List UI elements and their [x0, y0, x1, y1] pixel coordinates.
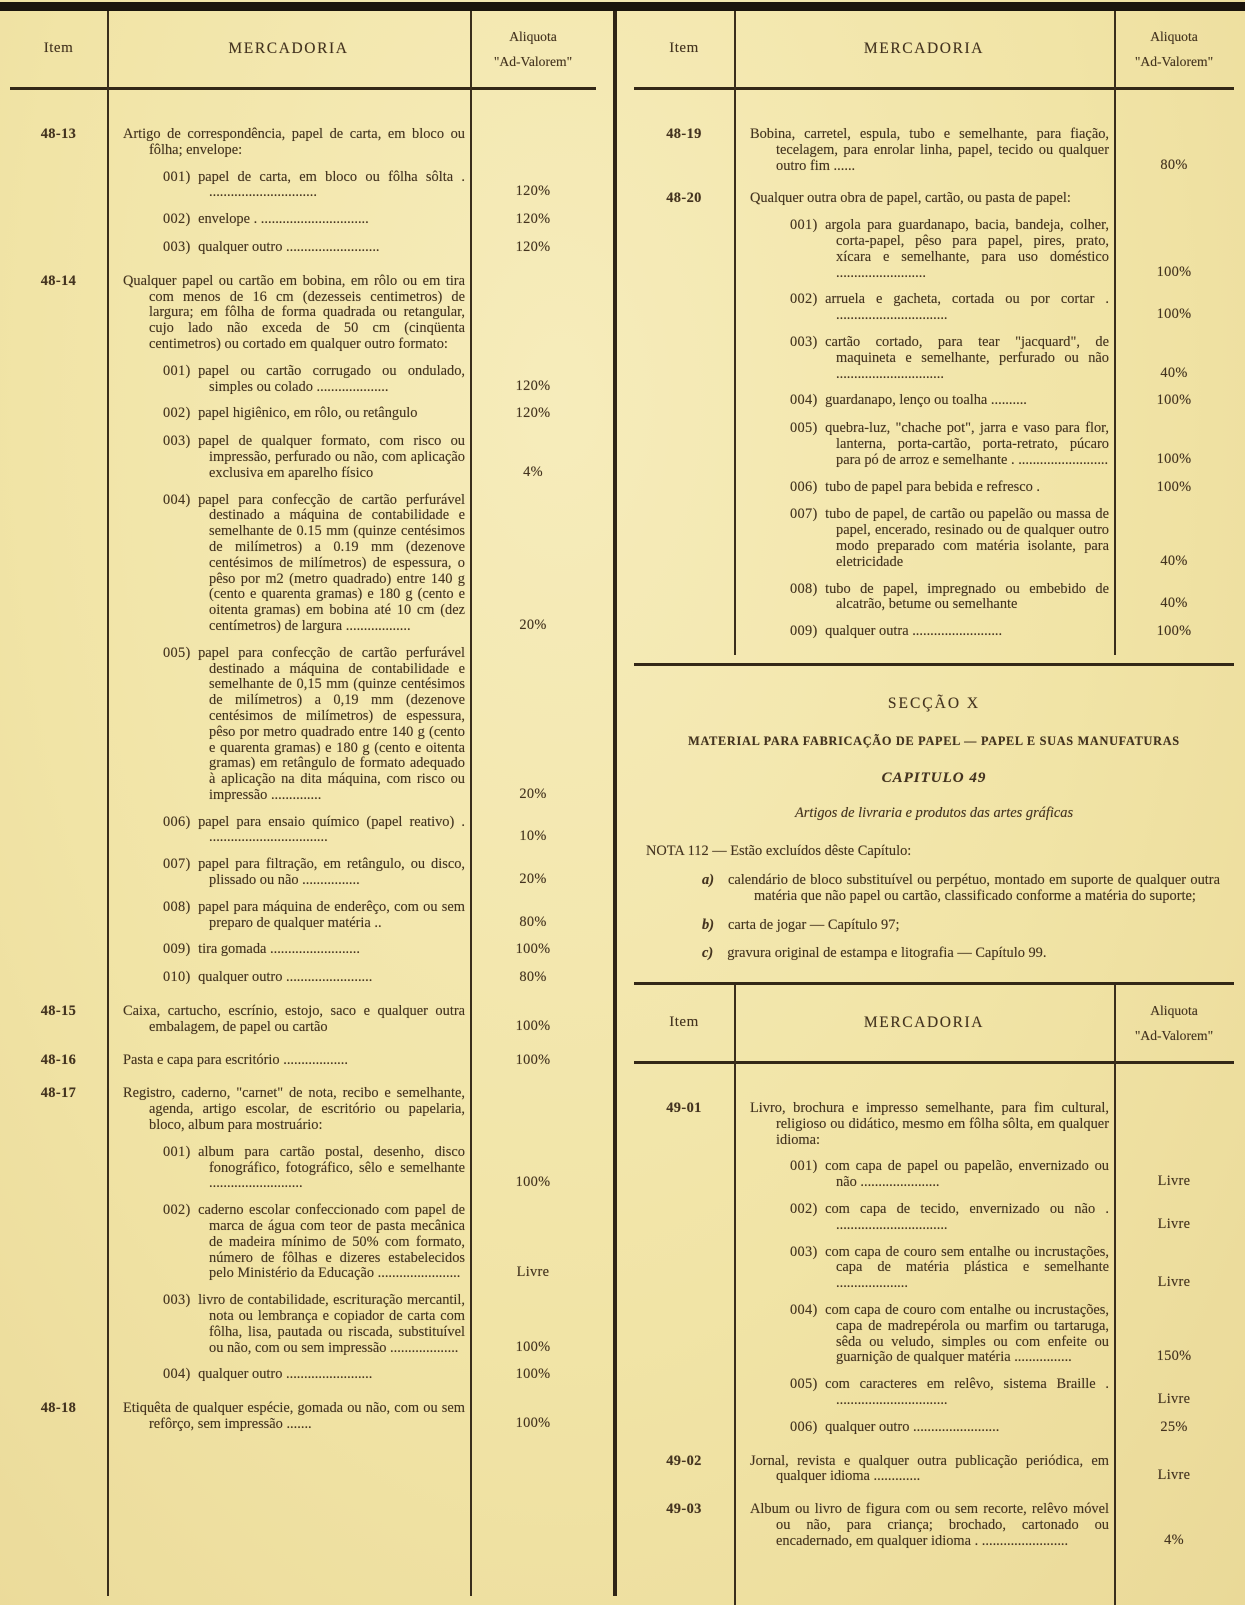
- sub-item-text: 002) com capa de tecido, envernizado ou não . ...............................: [790, 1201, 1109, 1233]
- sub-item-row: [634, 1377, 1234, 1409]
- sub-item-text: 009) tira gomada .........................: [163, 941, 360, 958]
- tariff-table-chapter-48-right: [634, 11, 1234, 655]
- rate-value: [470, 352, 596, 353]
- rate-value: 4%: [523, 463, 543, 480]
- table-row: [10, 1086, 596, 1133]
- rate-value: 120%: [515, 405, 551, 422]
- sub-item-text: 002) arruela e gacheta, cortada ou por cortar . ...............................: [790, 291, 1109, 324]
- exclusion-text: gravura original de estampa e litografia — Capítulo 99.: [727, 945, 1047, 962]
- item-description: Album ou livro de figura com ou sem recorte, relêvo móvel ou não, para criança; brochado, cartonado ou encadernado, em qualquer idioma . ........................: [750, 1501, 1109, 1549]
- sub-item-row: [10, 1367, 596, 1384]
- aliquota-label: Aliquota: [1150, 28, 1198, 44]
- sub-item-text: 001) argola para guardanapo, bacia, bandeja, colher, corta-papel, pêso para papel, pires, prato, xícara e semelhante, para uso doméstico .........................: [790, 217, 1109, 281]
- rate-value: Livre: [1157, 1215, 1191, 1232]
- item-code: 48-17: [40, 1085, 77, 1102]
- sub-item-row: [10, 364, 596, 396]
- item-description: Bobina, carretel, espula, tubo e semelhante, para fiação, tecelagem, para enrolar linha, papel, tecido ou qualquer outro fim ......: [750, 126, 1109, 174]
- ad-valorem-label: "Ad-Valorem": [1134, 53, 1214, 69]
- item-description: Etiquêta de qualquer espécie, gomada ou não, com ou sem refôrço, sem impressão .......: [123, 1400, 465, 1432]
- table-row: [634, 1454, 1234, 1486]
- rate-column-rule: [470, 11, 472, 1596]
- sub-item-text: 004) qualquer outro ........................: [163, 1366, 373, 1383]
- rate-value: Livre: [516, 1264, 550, 1281]
- column-divider: [613, 11, 617, 1596]
- sub-item-row: [10, 212, 596, 229]
- sub-item-text: 009) qualquer outra .........................: [790, 623, 1003, 640]
- item-code: 48-18: [40, 1400, 77, 1417]
- sub-item-row: [634, 582, 1234, 614]
- sub-item-text: 003) qualquer outro ..........................: [163, 238, 380, 255]
- rate-value: 120%: [515, 238, 551, 255]
- sub-item-number: 004): [790, 392, 826, 409]
- sub-item-number: 003): [790, 1243, 826, 1260]
- sub-item-text: 003) com capa de couro sem entalhe ou incrustações, capa de matéria plástica e semelhante ....................: [790, 1243, 1109, 1292]
- rate-value: 100%: [1156, 392, 1192, 409]
- sub-item-text: 002) envelope . ..............................: [163, 211, 369, 228]
- sub-item-row: [634, 480, 1234, 497]
- sub-item-text: 004) guardanapo, lenço ou toalha ..........: [790, 392, 1027, 409]
- sub-item-text: 002) papel higiênico, em rôlo, ou retângulo: [163, 405, 418, 422]
- sub-item-row: [10, 1203, 596, 1282]
- ad-valorem-label: "Ad-Valorem": [1134, 1027, 1214, 1043]
- tariff-table-chapter-48-left: [10, 11, 596, 1596]
- rate-value: [470, 158, 596, 159]
- sub-item-number: 002): [163, 211, 199, 228]
- item-description: Registro, caderno, "carnet" de nota, recibo e semelhante, agenda, artigo escolar, de escritório ou papelaria, bloco, album para mostruário:: [123, 1085, 465, 1134]
- exclusion-letter: c): [702, 945, 714, 962]
- sub-item-text: 008) papel para máquina de enderêço, com ou sem preparo de qualquer matéria ..: [163, 898, 465, 931]
- sub-item-number: 003): [163, 433, 199, 450]
- sub-item-text: 006) papel para ensaio químico (papel reativo) . .................................: [163, 813, 465, 846]
- sub-item-text: 001) papel ou cartão corrugado ou ondulado, simples ou colado ....................: [163, 362, 465, 395]
- rate-value: 80%: [1160, 156, 1188, 173]
- rate-value: 80%: [519, 969, 547, 986]
- table-header: [10, 11, 596, 87]
- table-row: [634, 191, 1234, 207]
- rate-value: Livre: [1157, 1274, 1191, 1291]
- item-code: 48-15: [40, 1003, 77, 1020]
- rate-value: Livre: [1157, 1173, 1191, 1190]
- sub-item-text: 007) tubo de papel, de cartão ou papelão ou massa de papel, encerado, resinado ou de qualquer outro modo preparado com matéria isolante, para eletricidade: [790, 506, 1109, 570]
- sub-item-text: 004) com capa de couro com entalhe ou incrustações, capa de madrepérola ou marfim ou tartaruga, sêda ou veludo, simples ou com enfeite ou guarnição de qualquer matéria ................: [790, 1302, 1109, 1366]
- table-body: [634, 1064, 1234, 1564]
- sub-item-row: [10, 406, 596, 423]
- sub-item-number: 007): [790, 506, 826, 523]
- col-header-mercadoria: MERCADORIA: [863, 1014, 985, 1032]
- sub-item-row: [634, 624, 1234, 641]
- rate-column-rule: [1114, 11, 1116, 655]
- sub-item-text: 002) caderno escolar confeccionado com papel de marca de água com teor de pasta mecânica de madeira mínimo de 50% com formato, número de fôlhas e dizeres estabelecidos pelo Ministério da Educação .......................: [163, 1202, 465, 1282]
- rate-value: 120%: [515, 183, 551, 200]
- sub-item-text: 003) papel de qualquer formato, com risco ou impressão, perfurado ou não, com aplicação exclusiva em aparelho físico: [163, 433, 465, 481]
- sub-item-row: [634, 1303, 1234, 1366]
- sub-item-number: 003): [163, 238, 199, 255]
- rate-value: 10%: [519, 828, 547, 845]
- aliquota-label: Aliquota: [1150, 1002, 1198, 1018]
- sub-item-number: 002): [163, 405, 199, 422]
- rate-value: Livre: [1157, 1467, 1191, 1484]
- nota-112: NOTA 112 — Estão excluídos dêste Capítulo:: [646, 843, 912, 860]
- sub-item-row: [634, 292, 1234, 324]
- page-top-rule: [0, 2, 1245, 11]
- section-x-block: [634, 666, 1234, 982]
- rate-value: 120%: [515, 377, 551, 394]
- table-row: [634, 127, 1234, 174]
- section-material-line: MATERIAL PARA FABRICAÇÃO DE PAPEL — PAPEL E SUAS MANUFATURAS: [688, 733, 1180, 748]
- section-title: SECÇÃO X: [887, 694, 981, 712]
- sub-item-row: [10, 857, 596, 889]
- rate-value: 100%: [515, 1415, 551, 1431]
- rate-value: 150%: [1156, 1348, 1192, 1365]
- sub-item-number: 002): [790, 1201, 826, 1218]
- table-body: [634, 90, 1234, 655]
- sub-item-text: 005) com caracteres em relêvo, sistema Braille . ...............................: [790, 1376, 1109, 1409]
- sub-item-text: 005) quebra-luz, "chache pot", jarra e vaso para flor, lanterna, porta-cartão, porta-retrato, púcaro para pó de arroz e semelhante . .........................: [790, 420, 1109, 468]
- sub-item-row: [634, 218, 1234, 281]
- item-code: 48-16: [40, 1051, 77, 1068]
- sub-item-text: 001) papel de carta, em bloco ou fôlha sôlta . ..............................: [163, 168, 465, 201]
- sub-item-row: [10, 1293, 596, 1356]
- exclusion-item-c: [642, 946, 1226, 962]
- exclusion-letter: a): [702, 871, 714, 888]
- table-body: [10, 90, 596, 1447]
- table-row: [10, 127, 596, 159]
- exclusion-text: carta de jogar — Capítulo 97;: [728, 916, 900, 933]
- sub-item-row: [10, 1145, 596, 1192]
- rate-value: 120%: [515, 211, 551, 228]
- left-column: [10, 11, 596, 1596]
- rate-value: 4%: [1164, 1531, 1184, 1548]
- table-row: [10, 274, 596, 353]
- table-row: [10, 1053, 596, 1070]
- sub-item-row: [634, 1245, 1234, 1292]
- sub-item-number: 006): [790, 1418, 826, 1435]
- aliquota-label: Aliquota: [509, 28, 557, 44]
- table-header: [634, 11, 1234, 87]
- rate-value: 20%: [519, 871, 547, 888]
- item-code: 49-03: [666, 1501, 702, 1518]
- rate-value: 40%: [1160, 364, 1188, 381]
- rate-value: 100%: [515, 1338, 551, 1355]
- rate-column-rule: [1114, 985, 1116, 1605]
- sub-item-row: [10, 646, 596, 804]
- rate-value: 20%: [519, 616, 547, 633]
- rate-value: 25%: [1160, 1418, 1188, 1435]
- sub-item-number: 007): [163, 856, 199, 873]
- sub-item-text: 005) papel para confecção de cartão perfurável destinado a máquina de contabilidade e semelhante de 0,15 mm (quinze centésimos de milímetros) a 0,19 mm (dezenove centésimos de milímetros) de espessura, pêso por metro quadrado entre 140 g (cento e quarenta gramas) e 180 g (cento e oitenta gramas) em retângulo de formato adequado à aplicação na dita máquina, com risco ou impressão ..............: [163, 644, 465, 803]
- sub-item-number: 009): [163, 941, 199, 958]
- item-description: Pasta e capa para escritório ..................: [123, 1051, 348, 1068]
- chapter-subtitle: Artigos de livraria e produtos das artes gráficas: [794, 805, 1074, 822]
- exclusion-item-b: [642, 918, 1226, 934]
- sub-item-row: [634, 421, 1234, 468]
- sub-item-row: [10, 434, 596, 481]
- table-row: [634, 1101, 1234, 1148]
- sub-item-number: 001): [163, 168, 199, 185]
- rate-value: 100%: [515, 941, 551, 958]
- sub-item-number: 002): [163, 1202, 199, 1219]
- sub-item-row: [10, 900, 596, 932]
- table-header: [634, 985, 1234, 1061]
- sub-item-number: 004): [163, 491, 199, 508]
- rate-value: 40%: [1160, 595, 1188, 612]
- item-code: 48-20: [666, 190, 702, 207]
- item-description: Qualquer outra obra de papel, cartão, ou pasta de papel:: [750, 190, 1071, 207]
- col-header-aliquota: [1114, 1003, 1234, 1044]
- sub-item-row: [10, 942, 596, 959]
- sub-item-text: 006) tubo de papel para bebida e refresco .: [790, 478, 1041, 495]
- sub-item-text: 006) qualquer outro ........................: [790, 1418, 1000, 1435]
- sub-item-number: 006): [163, 813, 199, 830]
- ad-valorem-label: "Ad-Valorem": [493, 53, 573, 69]
- col-header-mercadoria: MERCADORIA: [863, 40, 985, 58]
- sub-item-text: 001) com capa de papel ou papelão, envernizado ou não ......................: [790, 1158, 1109, 1191]
- item-code: 49-02: [666, 1452, 702, 1469]
- table-row: [10, 1004, 596, 1036]
- sub-item-text: 010) qualquer outro ........................: [163, 969, 373, 986]
- col-header-item: Item: [43, 40, 74, 57]
- rate-value: 100%: [1156, 623, 1192, 640]
- item-code: 49-01: [666, 1100, 702, 1117]
- item-description: Livro, brochura e impresso semelhante, para fim cultural, religioso ou didático, mesmo em fôlha sôlta, em qualquer idioma:: [750, 1100, 1109, 1148]
- sub-item-number: 005): [790, 1376, 826, 1393]
- rate-value: 100%: [1156, 450, 1192, 467]
- tariff-table-chapter-49: [634, 985, 1234, 1605]
- col-header-aliquota: [1114, 29, 1234, 70]
- sub-item-row: [10, 493, 596, 635]
- rate-value: 40%: [1160, 552, 1188, 569]
- sub-item-number: 001): [163, 362, 199, 379]
- sub-item-row: [10, 240, 596, 257]
- col-header-item: Item: [669, 40, 699, 57]
- rate-value: 100%: [1156, 263, 1192, 280]
- rate-value: 100%: [515, 1366, 551, 1383]
- sub-item-row: [10, 970, 596, 987]
- sub-item-number: 008): [163, 898, 199, 915]
- rate-value: 100%: [1156, 478, 1192, 495]
- item-description: Caixa, cartucho, escrínio, estojo, saco e qualquer outra embalagem, de papel ou cartão: [123, 1003, 465, 1035]
- exclusion-letter: b): [702, 916, 714, 933]
- item-column-rule: [107, 11, 109, 1596]
- item-description: Artigo de correspondência, papel de carta, em bloco ou fôlha; envelope:: [123, 126, 465, 158]
- rate-value: [470, 1133, 596, 1134]
- item-code: 48-13: [40, 126, 77, 142]
- sub-item-number: 005): [790, 420, 826, 437]
- rate-value: [1114, 1147, 1234, 1148]
- sub-item-row: [634, 1159, 1234, 1191]
- right-column: [634, 11, 1234, 1605]
- sub-item-number: 004): [163, 1366, 199, 1383]
- sub-item-row: [634, 507, 1234, 570]
- sub-item-text: 003) cartão cortado, para tear "jacquard", de maquineta e semelhante, perfurado ou não ..............................: [790, 333, 1109, 382]
- table-row: [634, 1502, 1234, 1549]
- rate-value: 100%: [515, 1174, 551, 1191]
- sub-item-number: 004): [790, 1302, 826, 1319]
- col-header-item: Item: [669, 1014, 699, 1031]
- table-row: [10, 1401, 596, 1433]
- sub-item-number: 005): [163, 644, 199, 661]
- rate-value: Livre: [1157, 1391, 1191, 1408]
- sub-item-row: [634, 393, 1234, 410]
- sub-item-number: 001): [790, 1158, 826, 1175]
- sub-item-text: 007) papel para filtração, em retângulo, ou disco, plissado ou não ................: [163, 856, 465, 889]
- sub-item-number: 006): [790, 478, 826, 495]
- sub-item-text: 001) album para cartão postal, desenho, disco fonográfico, fotográfico, sêlo e semelhante ..........................: [163, 1143, 465, 1192]
- sub-item-number: 003): [163, 1292, 199, 1309]
- col-header-mercadoria: MERCADORIA: [228, 40, 349, 58]
- sub-item-number: 009): [790, 623, 826, 640]
- chapter-title: CAPITULO 49: [881, 769, 987, 786]
- sub-item-row: [634, 1202, 1234, 1234]
- sub-item-text: 004) papel para confecção de cartão perfurável destinado a máquina de contabilidade e semelhante de 0.15 mm (quinze centésimos de milímetros) a 0.19 mm (dezenove centésimos de milímetros) de espessura, o pêso por m2 (metro quadrado) entre 140 g (cento e quarenta gramas) e 180 g (cento e oitenta gramas) em bobina até 10 cm (dez centímetros) de largura ..................: [163, 491, 465, 634]
- exclusion-item-a: [642, 873, 1226, 905]
- sub-item-row: [10, 170, 596, 202]
- sub-item-number: 001): [163, 1143, 199, 1160]
- rate-value: [1114, 206, 1234, 207]
- item-description: Jornal, revista e qualquer outra publicação periódica, em qualquer idioma .............: [750, 1452, 1109, 1485]
- sub-item-row: [634, 335, 1234, 382]
- sub-item-number: 002): [790, 291, 826, 308]
- rate-value: 20%: [519, 785, 547, 802]
- item-column-rule: [734, 11, 736, 655]
- sub-item-text: 008) tubo de papel, impregnado ou embebido de alcatrão, betume ou semelhante: [790, 580, 1109, 613]
- exclusion-text: calendário de bloco substituível ou perpétuo, montado em suporte de qualquer outra matéria que não papel ou cartão, classificado conforme a matéria do suporte;: [728, 871, 1220, 904]
- sub-item-number: 001): [790, 217, 826, 234]
- sub-item-row: [10, 815, 596, 847]
- sub-item-number: 008): [790, 580, 826, 597]
- item-description: Qualquer papel ou cartão em bobina, em rôlo ou em tira com menos de 16 cm (dezesseis centimetros) de largura; em fôlha de forma quadrada ou retangular, cujo lado não exceda de 50 cm (cinqüenta centimetros) ou cortado em qualquer outro formato:: [123, 272, 465, 352]
- rate-value: 100%: [515, 1017, 551, 1034]
- item-code: 48-19: [666, 126, 702, 142]
- sub-item-number: 003): [790, 333, 826, 350]
- sub-item-number: 010): [163, 969, 199, 986]
- sub-item-row: [634, 1420, 1234, 1437]
- rate-value: 100%: [515, 1051, 551, 1068]
- sub-item-text: 003) livro de contabilidade, escrituração mercantil, nota ou lembrança e copiador de carta com fôlha, lisa, pautada ou riscada, substituível ou não, com ou sem impressão ...................: [163, 1292, 465, 1356]
- rate-value: 80%: [519, 913, 547, 930]
- col-header-aliquota: [470, 29, 596, 70]
- item-code: 48-14: [40, 272, 77, 289]
- rate-value: 100%: [1156, 306, 1192, 323]
- item-column-rule: [734, 985, 736, 1605]
